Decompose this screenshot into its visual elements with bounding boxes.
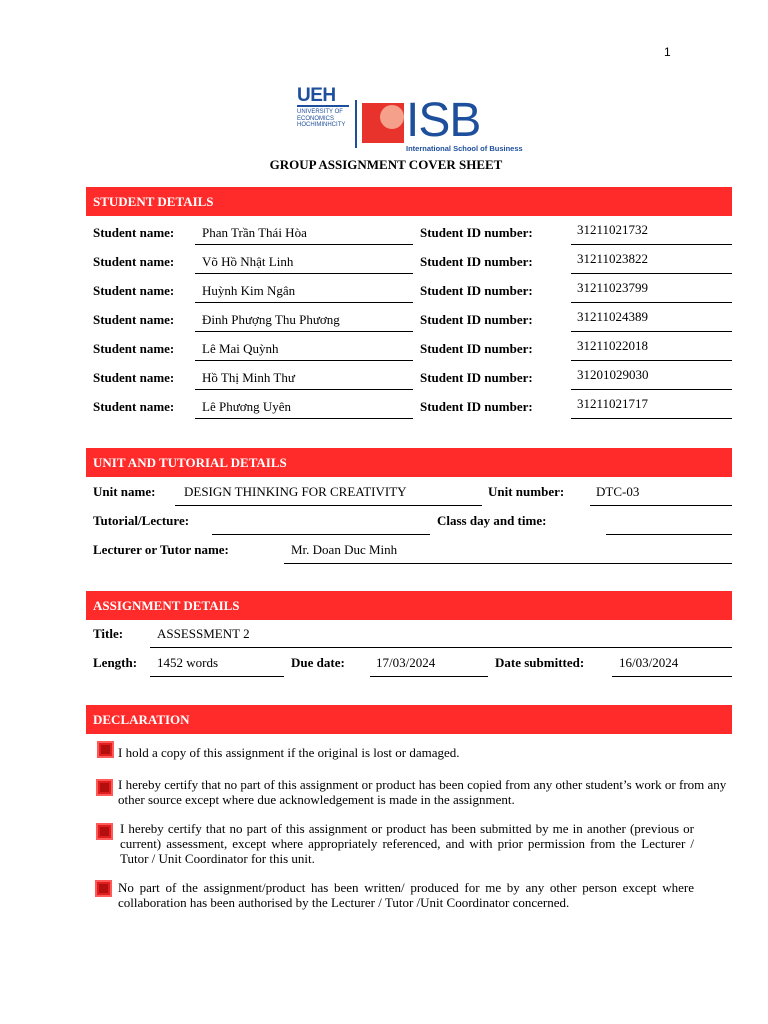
declaration-item-1: I hold a copy of this assignment if the original is lost or damaged. [118,745,460,760]
date-submitted-value[interactable]: 16/03/2024 [619,655,679,670]
ueh-logo [297,87,353,133]
student-id-underline [571,418,732,419]
student-name-underline [195,273,413,274]
student-name-label: Student name: [93,370,175,385]
student-name-label: Student name: [93,283,175,298]
declaration-checkbox-2[interactable] [96,779,113,796]
student-name-underline [195,244,413,245]
assignment-title-value[interactable]: ASSESSMENT 2 [157,626,250,641]
due-date-underline [370,676,488,677]
length-underline [150,676,284,677]
page-title: GROUP ASSIGNMENT COVER SHEET [269,157,503,172]
isb-logo-subtitle: International School of Business [406,144,523,153]
student-id-underline [571,273,732,274]
ueh-sub-line: HOCHIMINHCITY [297,122,346,128]
tutorial-label: Tutorial/Lecture: [93,513,190,528]
student-name-label: Student name: [93,341,175,356]
student-name-value[interactable]: Đinh Phượng Thu Phương [202,312,340,327]
lecturer-label: Lecturer or Tutor name: [93,542,229,557]
student-id-label: Student ID number: [420,283,533,298]
declaration-item-4: No part of the assignment/product has been written/ produced for me by any other person except where collaboration has been authorised by the Lecturer / Tutor /Unit Coordinator concerned. [118,880,694,910]
student-id-underline [571,244,732,245]
length-label: Length: [93,655,138,670]
student-name-label: Student name: [93,254,175,269]
class-day-underline [606,534,732,535]
student-id-underline [571,302,732,303]
student-name-underline [195,360,413,361]
tutorial-underline [212,534,430,535]
length-value[interactable]: 1452 words [157,655,219,670]
unit-name-value[interactable]: DESIGN THINKING FOR CREATIVITY [184,484,407,499]
declaration-checkbox-4[interactable] [95,880,112,897]
ueh-logo-mark: UEH [297,87,349,107]
student-name-value[interactable]: Hồ Thị Minh Thư [202,370,295,385]
student-name-label: Student name: [93,225,175,240]
student-details-header: STUDENT DETAILS [86,187,732,216]
student-id-underline [571,389,732,390]
assignment-details-header: ASSIGNMENT DETAILS [86,591,732,620]
declaration-checkbox-1[interactable] [97,741,114,758]
student-id-label: Student ID number: [420,341,533,356]
student-id-label: Student ID number: [420,370,533,385]
student-id-value[interactable]: 31211024389 [577,309,649,324]
declaration-item-2: I hereby certify that no part of this assignment or product has been copied from any other student’s work or from any other source except where due acknowledgement is made in the assignment. [118,777,727,807]
assignment-title-label: Title: [93,626,124,641]
isb-logo-circle [380,105,404,129]
student-name-underline [195,418,413,419]
student-id-underline [571,331,732,332]
student-id-underline [571,360,732,361]
student-name-label: Student name: [93,312,175,327]
student-id-value[interactable]: 31201029030 [577,367,649,382]
student-name-underline [195,302,413,303]
student-id-value[interactable]: 31211021732 [577,222,649,237]
student-name-underline [195,331,413,332]
isb-logo-mark: ISB [406,94,481,147]
declaration-item-3: I hereby certify that no part of this assignment or product has been submitted by me in another (previous or current) assessment, except where appropriately referenced, and with prior permission from the Lecturer / Tutor / Unit Coordinator for this unit. [120,821,694,866]
unit-details-header: UNIT AND TUTORIAL DETAILS [86,448,732,477]
student-name-value[interactable]: Lê Mai Quỳnh [202,341,279,356]
declaration-checkbox-3[interactable] [96,823,113,840]
student-id-value[interactable]: 31211021717 [577,396,649,411]
lecturer-value[interactable]: Mr. Doan Duc Minh [291,542,398,557]
student-id-label: Student ID number: [420,254,533,269]
unit-number-value[interactable]: DTC-03 [596,484,640,499]
isb-logo [362,94,523,156]
student-id-label: Student ID number: [420,312,533,327]
student-name-value[interactable]: Phan Trần Thái Hòa [202,225,307,240]
unit-name-underline [175,505,482,506]
date-submitted-underline [612,676,732,677]
student-name-value[interactable]: Lê Phương Uyên [202,399,292,414]
student-name-label: Student name: [93,399,175,414]
unit-number-underline [590,505,732,506]
unit-name-label: Unit name: [93,484,156,499]
student-id-value[interactable]: 31211023799 [577,280,649,295]
declaration-header: DECLARATION [86,705,732,734]
lecturer-underline [284,563,732,564]
ueh-sub-line: UNIVERSITY OF [297,109,343,115]
student-id-value[interactable]: 31211022018 [577,338,649,353]
page-number: 1 [664,45,671,59]
due-date-value[interactable]: 17/03/2024 [376,655,436,670]
ueh-logo-subtitle [297,109,353,129]
student-id-label: Student ID number: [420,399,533,414]
student-name-value[interactable]: Võ Hồ Nhật Linh [202,254,294,269]
student-id-label: Student ID number: [420,225,533,240]
student-id-value[interactable]: 31211023822 [577,251,649,266]
assignment-title-underline [150,647,732,648]
student-name-value[interactable]: Huỳnh Kim Ngân [202,283,296,298]
logo-divider [355,100,357,148]
class-day-label: Class day and time: [437,513,547,528]
date-submitted-label: Date submitted: [495,655,585,670]
unit-number-label: Unit number: [488,484,565,499]
due-date-label: Due date: [291,655,345,670]
student-name-underline [195,389,413,390]
ueh-sub-line: ECONOMICS [297,115,335,122]
